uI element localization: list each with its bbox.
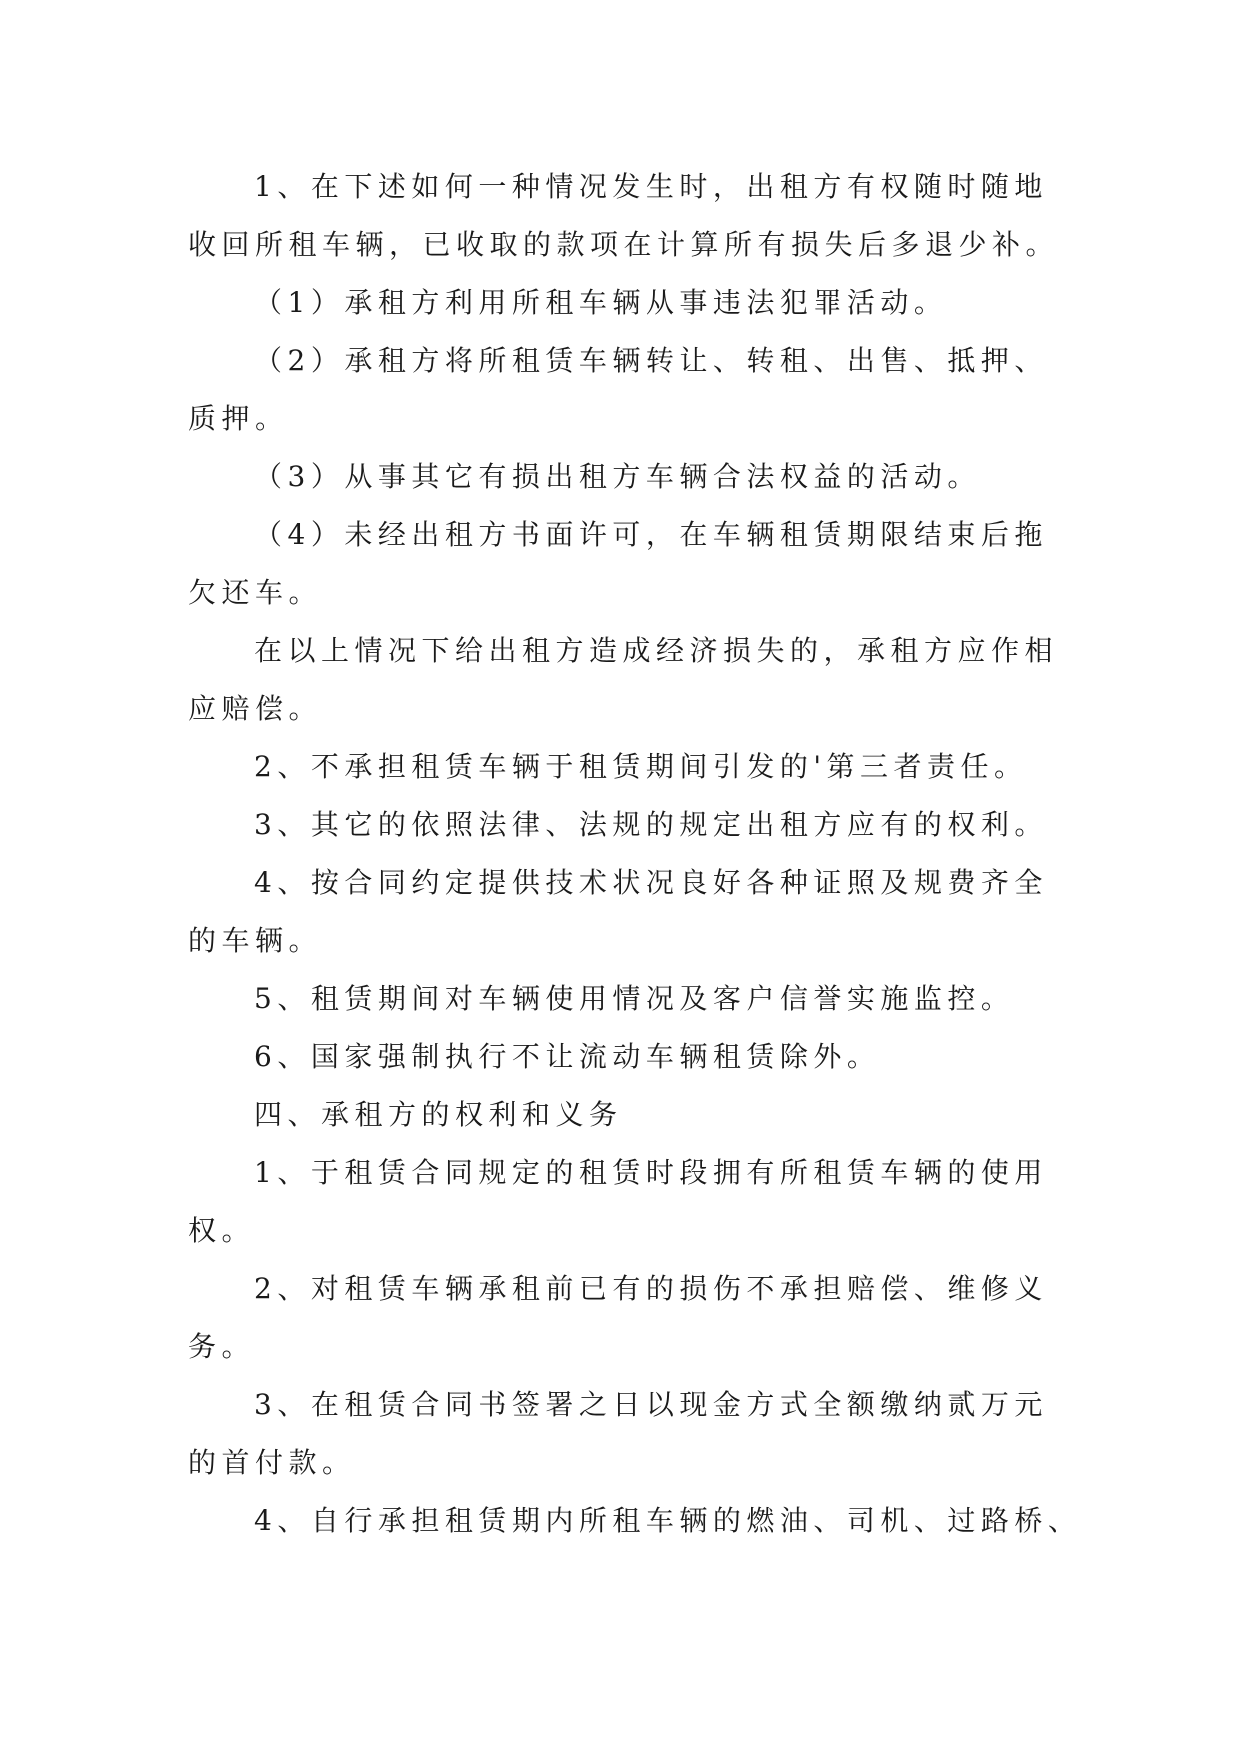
paragraph-compensation xyxy=(188,622,1074,738)
paragraph-clause-2 xyxy=(188,738,1074,796)
text-line: 4、按合同约定提供技术状况良好各种证照及规费齐全 xyxy=(254,866,1048,899)
text-line: 2、对租赁车辆承租前已有的损伤不承担赔偿、维修义 xyxy=(254,1272,1048,1305)
text-line: 3、在租赁合同书签署之日以现金方式全额缴纳贰万元 xyxy=(254,1388,1048,1421)
text-line: 3、其它的依照法律、法规的规定出租方应有的权利。 xyxy=(254,808,1048,841)
document-body xyxy=(188,158,1082,1550)
text-line: 的首付款。 xyxy=(188,1446,356,1479)
section-heading: 四、承租方的权利和义务 xyxy=(254,1098,623,1131)
text-line: 权。 xyxy=(188,1214,256,1247)
paragraph-clause-5 xyxy=(188,970,1074,1028)
paragraph-lessee-clause-2 xyxy=(188,1260,1074,1376)
section-heading-lessee-rights xyxy=(188,1086,1074,1144)
paragraph-lessee-clause-3 xyxy=(188,1376,1074,1492)
paragraph-subclause-1 xyxy=(188,274,1074,332)
text-line: （4）未经出租方书面许可，在车辆租赁期限结束后拖 xyxy=(254,518,1048,551)
paragraph-clause-6 xyxy=(188,1028,1074,1086)
text-line: （1）承租方利用所租车辆从事违法犯罪活动。 xyxy=(254,286,948,319)
text-line: 6、国家强制执行不让流动车辆租赁除外。 xyxy=(254,1040,881,1073)
text-line: 的车辆。 xyxy=(188,924,323,957)
paragraph-lessee-clause-4 xyxy=(188,1492,1082,1550)
paragraph-lessee-clause-1 xyxy=(188,1144,1074,1260)
text-line: 务。 xyxy=(188,1330,256,1363)
paragraph-subclause-4 xyxy=(188,506,1074,622)
text-line: 5、租赁期间对车辆使用情况及客户信誉实施监控。 xyxy=(254,982,1015,1015)
text-line: （2）承租方将所租赁车辆转让、转租、出售、抵押、 xyxy=(254,344,1048,377)
text-line: 1、在下述如何一种情况发生时，出租方有权随时随地 xyxy=(254,170,1048,203)
paragraph-clause-4 xyxy=(188,854,1074,970)
text-line: 2、不承担租赁车辆于租赁期间引发的'第三者责任。 xyxy=(254,750,1028,783)
text-line: 4、自行承担租赁期内所租车辆的燃油、司机、过路桥、 xyxy=(254,1504,1082,1537)
text-line: 质押。 xyxy=(188,402,289,435)
paragraph-clause-3 xyxy=(188,796,1074,854)
paragraph-subclause-2 xyxy=(188,332,1074,448)
text-line: 在以上情况下给出租方造成经济损失的，承租方应作相 xyxy=(254,634,1059,667)
paragraph-clause-1 xyxy=(188,158,1074,274)
text-line: 1、于租赁合同规定的租赁时段拥有所租赁车辆的使用 xyxy=(254,1156,1048,1189)
paragraph-subclause-3 xyxy=(188,448,1074,506)
text-line: 收回所租车辆，已收取的款项在计算所有损失后多退少补。 xyxy=(188,228,1060,261)
text-line: （3）从事其它有损出租方车辆合法权益的活动。 xyxy=(254,460,981,493)
text-line: 欠还车。 xyxy=(188,576,323,609)
text-line: 应赔偿。 xyxy=(188,692,323,725)
